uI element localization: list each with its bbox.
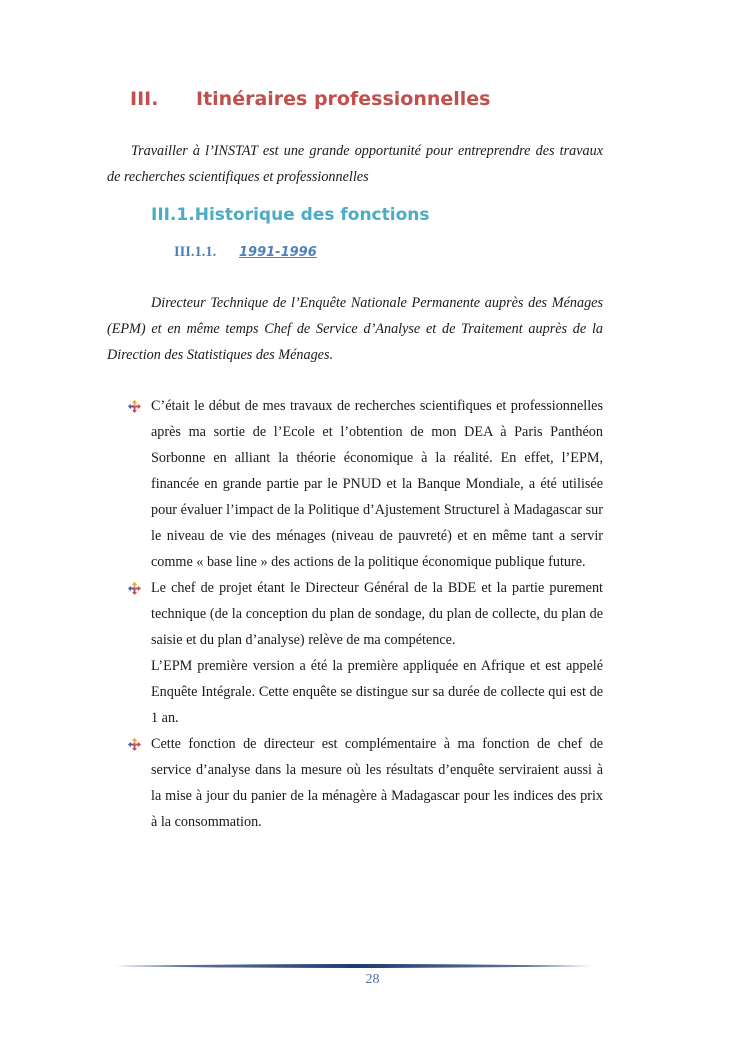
intro-paragraph: Travailler à l’INSTAT est une grande opportunité pour entreprendre des travaux de recherches scientifiques et professionnelles <box>107 143 603 185</box>
bullet-text: Le chef de projet étant le Directeur Général de la BDE et la partie purement technique (de la conception du plan de sondage, du plan de collecte, du plan de saisie et du plan d’analyse) relève de ma compétence. <box>151 580 603 648</box>
subsubsection-heading <box>174 244 317 261</box>
subsection-title: Historique des fonctions <box>194 205 430 225</box>
arrow-cross-bullet-icon <box>128 400 141 413</box>
subsubsection-number: III.1.1. <box>174 244 217 260</box>
footer-divider <box>115 962 593 970</box>
role-description: Directeur Technique de l’Enquête Nationale Permanente auprès des Ménages (EPM) et en même temps Chef de Service d’Analyse et de Traitement auprès de la Direction des Statistiques des Ménages. <box>107 295 603 363</box>
arrow-cross-bullet-icon <box>128 582 141 595</box>
arrow-cross-bullet-icon <box>128 738 141 751</box>
page-number: 28 <box>365 972 380 987</box>
bullet-text: Cette fonction de directeur est complémentaire à ma fonction de chef de service d’analyse dans la mesure où les résultats d’enquête serviraient aussi à la mise à jour du panier de la ménagère à Madagascar pour les indices des prix à la consommation. <box>151 736 603 830</box>
bullet-text: C’était le début de mes travaux de recherches scientifiques et professionnelles après ma sortie de l’Ecole et l’obtention de mon DEA à Paris Panthéon Sorbonne en alliant la théorie économique à la réalité. En effet, l’EPM, financée en grande partie par le PNUD et la Banque Mondiale, a été utilisée pour évaluer l’impact de la Politique d’Ajustement Structurel à Madagascar sur le niveau de vie des ménages (niveau de pauvreté) et en même tant a servir comme « base line » des actions de la politique économique publique future. <box>151 398 603 570</box>
subsection-number: III.1. <box>151 205 195 225</box>
bullet-list <box>128 393 603 835</box>
subsubsection-title: 1991-1996 <box>239 245 317 260</box>
section-title: Itinéraires professionnelles <box>196 88 491 110</box>
bullet-continuation: L’EPM première version a été la première appliquée en Afrique et est appelé Enquête Intégrale. Cette enquête se distingue sur sa durée de collecte qui est de 1 an. <box>151 658 603 726</box>
list-item <box>128 575 603 731</box>
section-number: III. <box>130 88 159 110</box>
list-item <box>128 731 603 835</box>
section-heading <box>130 88 490 110</box>
list-item <box>128 393 603 575</box>
subsection-heading <box>151 205 430 225</box>
